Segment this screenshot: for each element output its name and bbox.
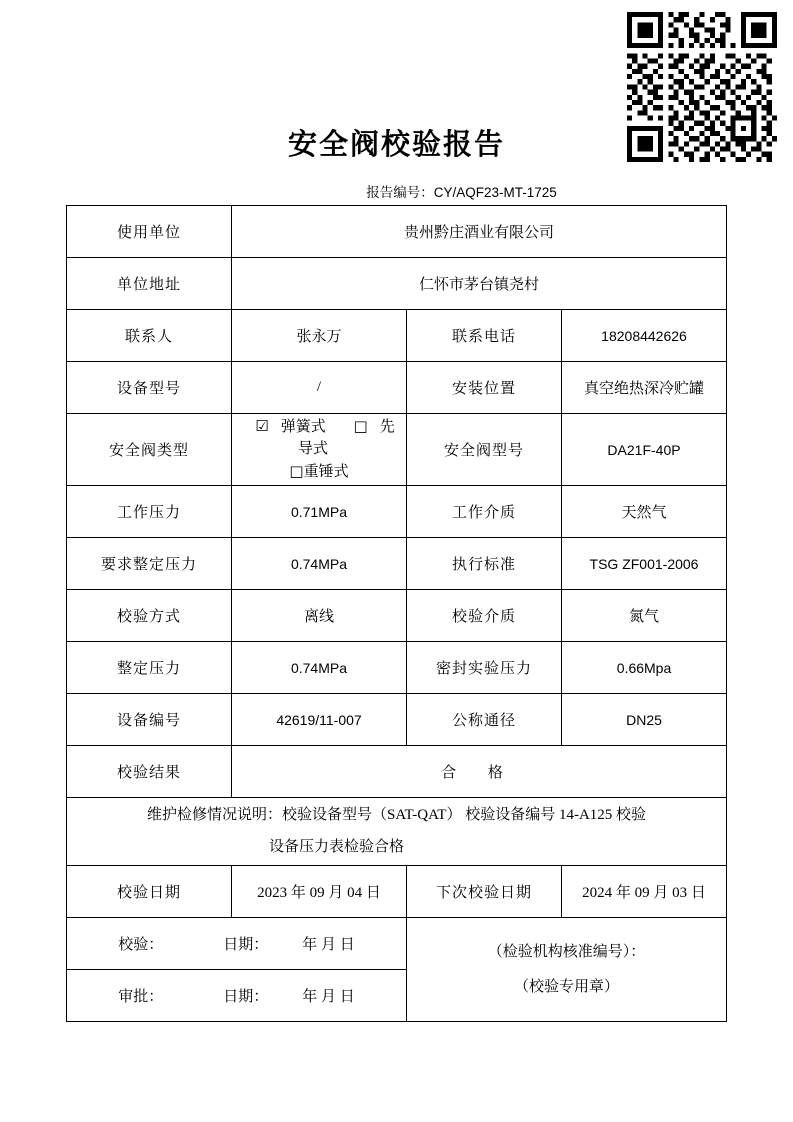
work-medium-label: 工作介质 <box>407 486 562 538</box>
device-model-value: / <box>232 362 407 414</box>
set-pressure-label: 整定压力 <box>67 642 232 694</box>
check-date-value: 2023 年 09 月 04 日 <box>232 866 407 918</box>
table-row-contact <box>67 310 727 362</box>
table-row-verify-signature <box>67 918 727 970</box>
maintenance-note <box>67 798 727 866</box>
table-row-device-model <box>67 362 727 414</box>
install-position-label: 安装位置 <box>407 362 562 414</box>
approve-date-label: 日期： <box>223 989 269 1006</box>
install-position-value: 真空绝热深冷贮罐 <box>562 362 727 414</box>
unit-address-label: 单位地址 <box>67 258 232 310</box>
approve-signature-row <box>67 970 407 1022</box>
checkbox-pilot-icon[interactable]: □ <box>353 417 368 435</box>
set-pressure-value: 0.74MPa <box>232 642 407 694</box>
table-row-required-set-pressure <box>67 538 727 590</box>
seal-pressure-value: 0.66Mpa <box>562 642 727 694</box>
table-row-maintenance <box>67 798 727 866</box>
next-check-date-label: 下次校验日期 <box>407 866 562 918</box>
result-label: 校验结果 <box>67 746 232 798</box>
verify-date-blank: 年 月 日 <box>302 937 355 954</box>
work-pressure-label: 工作压力 <box>67 486 232 538</box>
contact-label: 联系人 <box>67 310 232 362</box>
work-medium-value: 天然气 <box>562 486 727 538</box>
table-row-device-no <box>67 694 727 746</box>
nominal-diameter-value: DN25 <box>562 694 727 746</box>
standard-value: TSG ZF001-2006 <box>562 538 727 590</box>
check-method-label: 校验方式 <box>67 590 232 642</box>
valve-type-options <box>232 414 407 486</box>
verify-date-label: 日期： <box>223 937 269 954</box>
table-row-dates <box>67 866 727 918</box>
table-row-check-method <box>67 590 727 642</box>
work-pressure-value: 0.71MPa <box>232 486 407 538</box>
user-unit-label: 使用单位 <box>67 206 232 258</box>
valve-model-value: DA21F-40P <box>562 414 727 486</box>
report-number-label: 报告编号： <box>366 185 434 200</box>
check-medium-value: 氮气 <box>562 590 727 642</box>
user-unit-value: 贵州黔庄酒业有限公司 <box>232 206 727 258</box>
table-row-valve-type <box>67 414 727 486</box>
maintenance-note-line2: 设备压力表检验合格 <box>269 838 405 855</box>
table-row-unit-address <box>67 258 727 310</box>
device-no-label: 设备编号 <box>67 694 232 746</box>
valve-type-option-weight-label: 重锤式 <box>303 463 349 480</box>
table-row-work-pressure <box>67 486 727 538</box>
seal-pressure-label: 密封实验压力 <box>407 642 562 694</box>
valve-type-option-weight[interactable] <box>289 461 349 480</box>
table-row-user-unit <box>67 206 727 258</box>
table-row-set-pressure <box>67 642 727 694</box>
nominal-diameter-label: 公称通径 <box>407 694 562 746</box>
check-medium-label: 校验介质 <box>407 590 562 642</box>
verify-signature-row <box>67 918 407 970</box>
phone-value: 18208442626 <box>562 310 727 362</box>
valve-type-option-spring-label: 弹簧式 <box>280 419 326 435</box>
device-no-value: 42619/11-007 <box>232 694 407 746</box>
device-model-label: 设备型号 <box>67 362 232 414</box>
report-number <box>0 181 793 201</box>
standard-label: 执行标准 <box>407 538 562 590</box>
table-row-result <box>67 746 727 798</box>
approve-label: 审批： <box>118 989 164 1006</box>
maintenance-note-line1: 维护检修情况说明：校验设备型号（SAT-QAT） 校验设备编号 14-A125 校验 <box>146 807 647 824</box>
valve-model-label: 安全阀型号 <box>407 414 562 486</box>
next-check-date-value: 2024 年 09 月 03 日 <box>562 866 727 918</box>
report-table <box>66 205 727 1022</box>
check-method-value: 离线 <box>232 590 407 642</box>
stamp-area <box>407 918 727 1022</box>
checkbox-spring-icon[interactable]: ☑ <box>255 417 269 435</box>
contact-value: 张永万 <box>232 310 407 362</box>
org-approval-no-label: （检验机构核准编号）： <box>487 944 646 961</box>
valve-type-option-pilot-label: 先导式 <box>297 419 395 457</box>
checkbox-weight-icon[interactable]: □ <box>289 461 304 480</box>
page-title: 安全阀校验报告 <box>287 129 505 161</box>
official-stamp-label: （校验专用章） <box>514 978 620 995</box>
approve-date-blank: 年 月 日 <box>302 989 355 1006</box>
valve-type-option-spring[interactable] <box>249 419 331 435</box>
verify-label: 校验： <box>118 937 164 954</box>
check-date-label: 校验日期 <box>67 866 232 918</box>
required-set-pressure-value: 0.74MPa <box>232 538 407 590</box>
valve-type-label: 安全阀类型 <box>67 414 232 486</box>
result-value: 合 格 <box>232 746 727 798</box>
report-number-value: CY/AQF23-MT-1725 <box>433 185 557 200</box>
unit-address-value: 仁怀市茅台镇尧村 <box>232 258 727 310</box>
required-set-pressure-label: 要求整定压力 <box>67 538 232 590</box>
phone-label: 联系电话 <box>407 310 562 362</box>
